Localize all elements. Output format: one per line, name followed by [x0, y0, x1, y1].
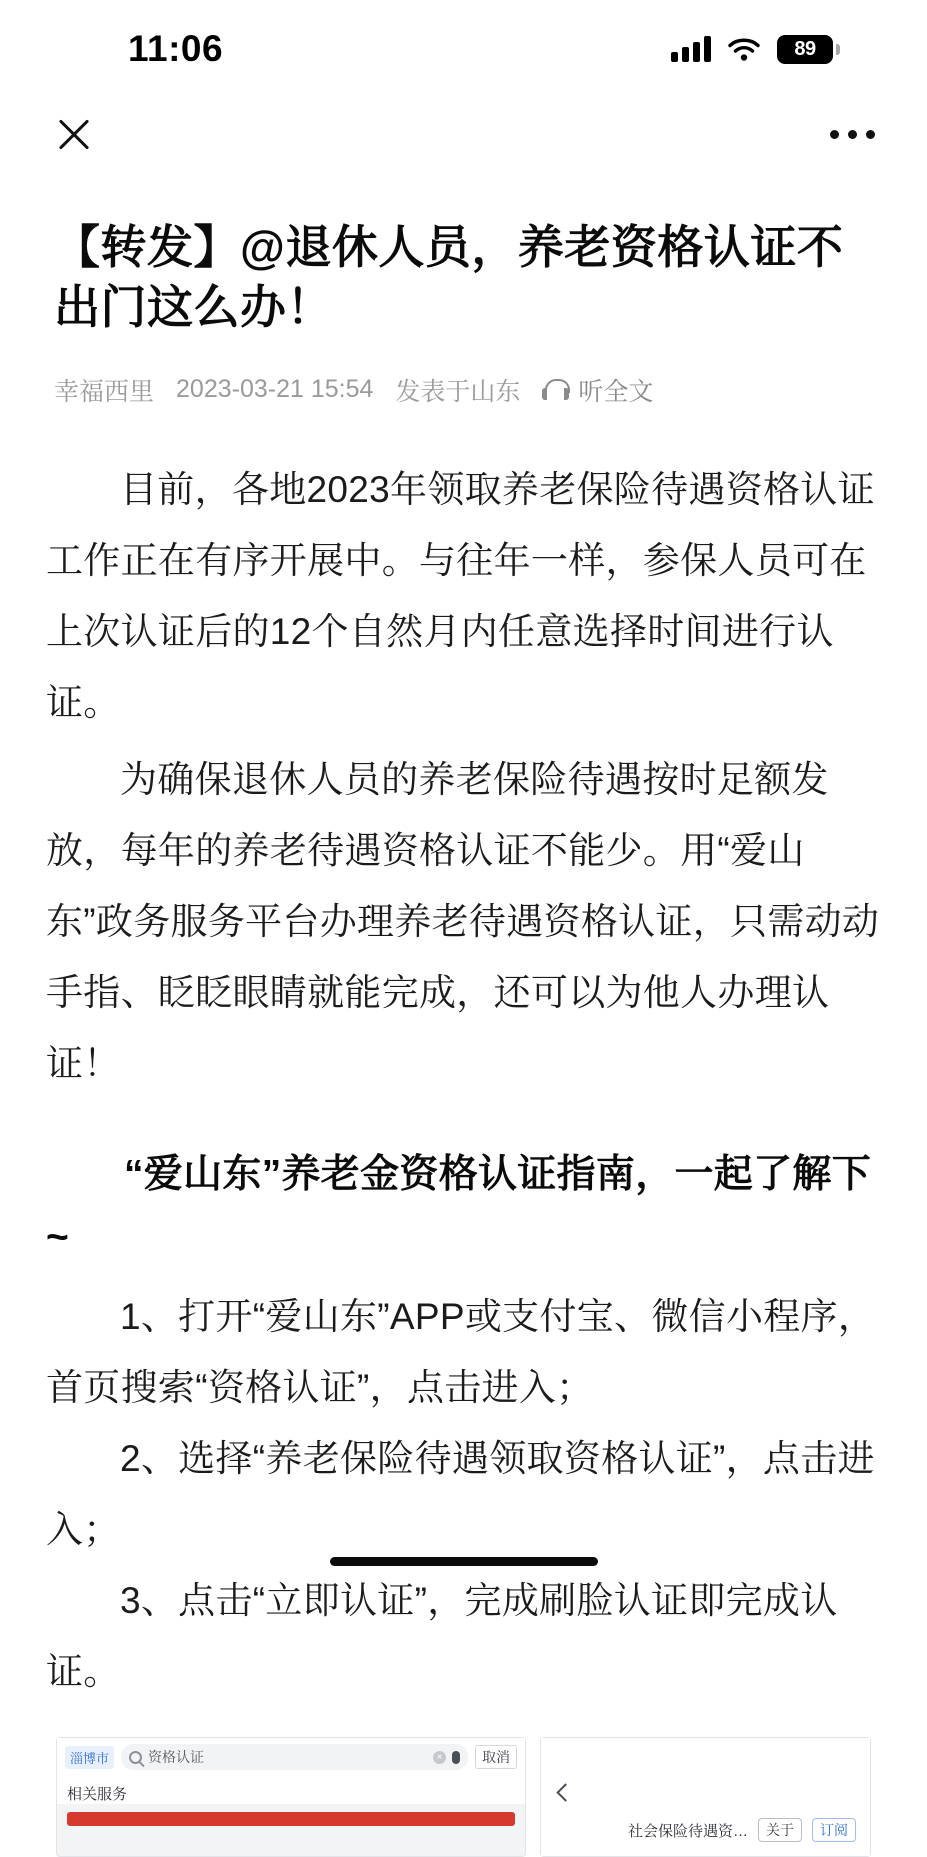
search-input-value: 资格认证	[148, 1749, 205, 1766]
headphones-icon	[542, 379, 569, 401]
article-step: 1、打开“爱山东”APP或支付宝、微信小程序，首页搜索“资格认证”，点击进入；	[46, 1296, 876, 1409]
article-timestamp: 2023-03-21 15:54	[176, 375, 374, 404]
article-paragraph: 目前，各地2023年领取养老保险待遇资格认证工作正在有序开展中。与往年一样，参保人员可在上次认证后的12个自然月内任意选择时间进行认证。	[46, 468, 875, 723]
article-location: 发表于山东	[395, 377, 521, 406]
search-icon	[129, 1751, 142, 1764]
listen-full-text-button[interactable]	[542, 372, 653, 408]
service-row	[541, 1818, 870, 1842]
screenshot-service-inner	[541, 1738, 870, 1856]
status-bar	[0, 0, 927, 92]
wifi-icon	[727, 36, 761, 62]
close-icon[interactable]	[52, 112, 96, 156]
cancel-button[interactable]: 取消	[475, 1745, 517, 1769]
screenshot-search-page[interactable]	[56, 1737, 526, 1857]
embedded-screenshots	[46, 1737, 881, 1857]
article-author[interactable]: 幸福西里	[54, 377, 155, 406]
about-button[interactable]: 关于	[758, 1818, 802, 1842]
home-indicator	[330, 1557, 598, 1566]
subscribe-button[interactable]: 订阅	[812, 1818, 856, 1842]
page-title: 【转发】@退休人员，养老资格认证不出门这么办！	[54, 221, 844, 333]
battery-level: 89	[794, 37, 816, 60]
top-nav-bar	[0, 92, 927, 176]
article-step: 2、选择“养老保险待遇领取资格认证”，点击进入；	[46, 1438, 875, 1551]
article-body	[46, 454, 881, 1099]
article-meta	[46, 372, 881, 408]
service-row-label: 社会保险待遇资…	[627, 1822, 748, 1840]
article-steps	[46, 1281, 881, 1707]
search-input[interactable]	[121, 1744, 468, 1770]
article-step: 3、点击“立即认证”，完成刷脸认证即完成认证。	[46, 1580, 838, 1693]
city-selector[interactable]: 淄博市	[65, 1746, 114, 1769]
article-paragraph: 为确保退休人员的养老保险待遇按时足额发放，每年的养老待遇资格认证不能少。用“爱山东”政务服务平台办理养老待遇资格认证，只需动动手指、眨眨眼睛就能完成，还可以为他人办理认证！	[46, 758, 880, 1084]
cellular-signal-icon	[671, 36, 711, 62]
more-options-icon[interactable]	[830, 120, 875, 149]
battery-icon	[777, 35, 833, 64]
microphone-icon[interactable]	[452, 1751, 460, 1764]
article-container	[0, 218, 927, 1857]
status-bar-time: 11:06	[128, 28, 224, 69]
listen-label: 听全文	[578, 377, 654, 406]
back-chevron-icon[interactable]	[556, 1784, 574, 1802]
screenshot-service-page[interactable]	[540, 1737, 871, 1857]
status-bar-indicators	[671, 35, 833, 64]
article-subtitle: “爱山东”养老金资格认证指南，一起了解下~	[46, 1152, 872, 1260]
mini-search-bar	[57, 1738, 525, 1775]
related-services-label: 相关服务	[57, 1775, 525, 1804]
clear-input-icon[interactable]: ×	[433, 1751, 446, 1764]
highlight-bar	[67, 1812, 515, 1826]
